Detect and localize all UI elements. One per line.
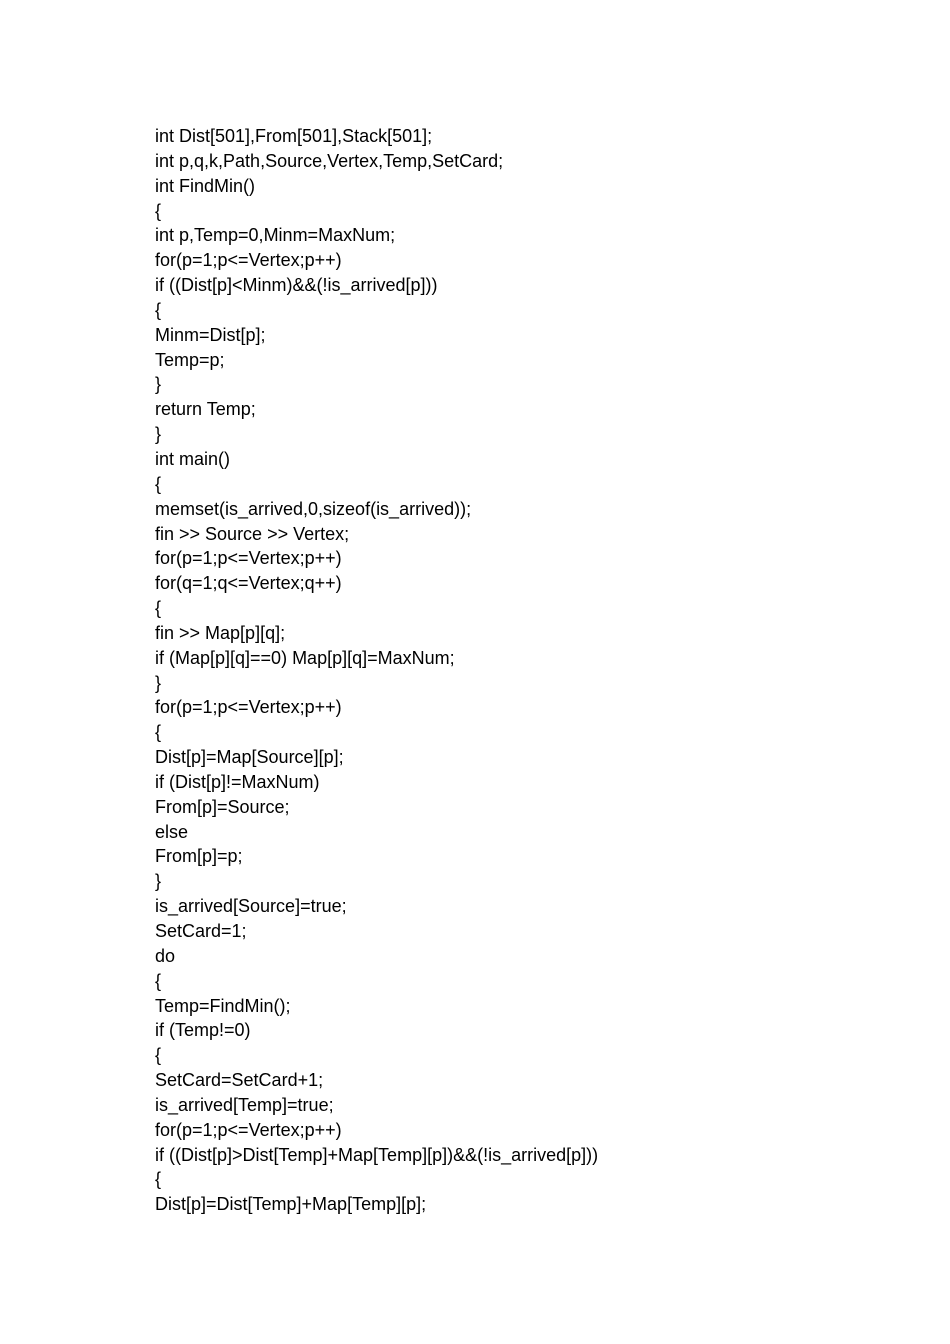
code-line: is_arrived[Source]=true; (155, 896, 347, 917)
code-line: if (Dist[p]!=MaxNum) (155, 771, 320, 792)
code-line: fin >> Source >> Vertex; (155, 523, 350, 544)
code-line: { (155, 970, 162, 991)
code-line: From[p]=p; (155, 846, 243, 867)
code-line: for(p=1;p<=Vertex;p++) (155, 1119, 342, 1140)
code-line: { (155, 1169, 162, 1190)
code-line: if (Map[p][q]==0) Map[p][q]=MaxNum; (155, 647, 455, 668)
code-line: for(p=1;p<=Vertex;p++) (155, 250, 342, 271)
code-line: { (155, 598, 162, 619)
code-line: for(p=1;p<=Vertex;p++) (155, 548, 342, 569)
code-line: Minm=Dist[p]; (155, 324, 266, 345)
code-line: for(p=1;p<=Vertex;p++) (155, 697, 342, 718)
code-line: int p,q,k,Path,Source,Vertex,Temp,SetCard; (155, 150, 504, 171)
code-line: int FindMin() (155, 175, 256, 196)
code-line: } (155, 374, 162, 395)
code-line: { (155, 722, 162, 743)
code-line: SetCard=1; (155, 921, 247, 941)
code-line: fin >> Map[p][q]; (155, 622, 286, 643)
code-line: return Temp; (155, 399, 256, 420)
code-line: { (155, 200, 162, 221)
code-line: if ((Dist[p]<Minm)&&(!is_arrived[p])) (155, 275, 438, 296)
code-line: Dist[p]=Map[Source][p]; (155, 747, 344, 768)
code-line: int main() (155, 448, 231, 469)
code-line: is_arrived[Temp]=true; (155, 1094, 334, 1115)
code-line: From[p]=Source; (155, 796, 290, 817)
code-line: if ((Dist[p]>Dist[Temp]+Map[Temp][p])&&(!is_arrived[p])) (155, 1144, 599, 1165)
code-line: do (155, 945, 176, 966)
code-line: { (155, 299, 162, 320)
code-line: int Dist[501],From[501],Stack[501]; (155, 126, 433, 146)
code-line: } (155, 672, 162, 693)
code-line: Dist[p]=Dist[Temp]+Map[Temp][p]; (155, 1194, 427, 1215)
code-line: Temp=p; (155, 349, 225, 370)
code-line: if (Temp!=0) (155, 1020, 251, 1041)
code-line: } (155, 424, 162, 445)
code-line: { (155, 473, 162, 494)
code-line: { (155, 1045, 162, 1066)
code-line: int p,Temp=0,Minm=MaxNum; (155, 225, 396, 246)
code-line: SetCard=SetCard+1; (155, 1070, 324, 1091)
code-line: Temp=FindMin(); (155, 995, 291, 1016)
code-line: memset(is_arrived,0,sizeof(is_arrived)); (155, 498, 472, 519)
code-line: for(q=1;q<=Vertex;q++) (155, 573, 342, 594)
code-line: } (155, 871, 162, 892)
code-listing (155, 124, 855, 1217)
code-line: else (155, 821, 189, 842)
